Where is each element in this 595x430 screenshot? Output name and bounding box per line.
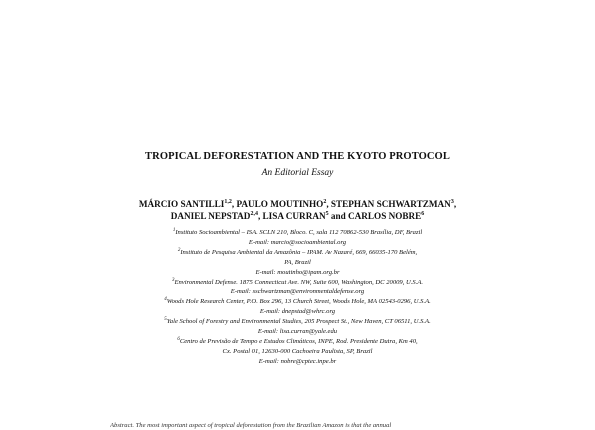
affiliation-text: Centro de Previsão de Tempo e Estudos Climáticos, INPE, Rod. Presidente Dutra, Km 40,	[179, 337, 418, 345]
affiliation-line	[110, 317, 485, 327]
affiliation-text: E-mail: marcio@socioambiental.org	[248, 238, 347, 246]
affiliation-marker: 2	[177, 247, 181, 253]
affiliation-marker: 1	[172, 228, 176, 233]
paper-subtitle: An Editorial Essay	[261, 168, 334, 178]
author-name: LISA CURRAN	[262, 211, 326, 221]
affiliation-line	[110, 258, 485, 268]
affiliation	[110, 337, 485, 367]
author-name: MÁRCIO SANTILLI	[138, 199, 225, 209]
affiliation-line	[110, 307, 485, 317]
affiliation-line	[110, 287, 485, 297]
affiliation-text: E-mail: nobre@cptec.inpe.br	[258, 357, 337, 365]
affiliation-text: Yale School of Forestry and Environmental Studies, 205 Prospect St., New Haven, CT 06511, U.S.A.	[166, 318, 431, 326]
author-list	[0, 198, 595, 222]
affiliation-text: Environmental Defense. 1875 Connecticut Ave. NW, Suite 600, Washington, DC 20009, U.S.A.	[174, 278, 424, 286]
affiliation-marker: 6	[177, 336, 180, 342]
affiliation	[110, 248, 485, 278]
affiliation-text: PA, Brazil	[284, 258, 311, 266]
affiliation-text: Cx. Postal 01, 12630-000 Cachoeira Paulista, SP, Brazil	[222, 347, 373, 355]
author-affiliation-marker: 5	[325, 211, 329, 217]
author-separator: ,	[453, 199, 457, 209]
affiliation	[110, 297, 485, 317]
affiliation-text: E-mail: dnepstad@whrc.org	[259, 308, 336, 316]
affiliation-line	[110, 248, 485, 258]
author-name: DANIEL NEPSTAD	[170, 211, 251, 221]
affiliation-list	[110, 228, 485, 367]
affiliation-line	[110, 327, 485, 337]
affiliation-line	[110, 228, 485, 238]
author-separator: ,	[257, 211, 263, 221]
author-affiliation-marker: 2	[323, 199, 327, 205]
affiliation-text: E-mail: lisa.curran@yale.edu	[257, 328, 338, 336]
affiliation-line	[110, 268, 485, 278]
affiliation-line	[110, 278, 485, 288]
paper-title: TROPICAL DEFORESTATION AND THE KYOTO PROTOCOL	[145, 151, 450, 162]
affiliation-text: Instituto de Pesquisa Ambiental da Amazônia – IPAM. Av Nazaré, 669, 66035-170 Belém,	[180, 248, 418, 256]
affiliation-text: Instituto Socioambiental – ISA. SCLN 210, Bloco. C, sala 112 70862-530 Brasília, DF, Brazil	[175, 229, 423, 236]
author-name: STEPHAN SCHWARTZMAN	[330, 199, 451, 209]
author-affiliation-marker: 2,4	[250, 211, 258, 217]
affiliation-text: Woods Hole Research Center, P.O. Box 296, 13 Church Street, Woods Hole, MA 02543-0296, U.S.A.	[166, 298, 431, 306]
author-separator: and	[328, 211, 349, 221]
affiliation-line	[110, 238, 485, 248]
author-affiliation-marker: 1,2	[224, 199, 232, 205]
author-line-2	[0, 210, 595, 222]
affiliation-marker: 4	[164, 297, 167, 303]
affiliation-line	[110, 347, 485, 357]
affiliation	[110, 317, 485, 337]
affiliation-line	[110, 357, 485, 367]
affiliation-line	[110, 337, 485, 347]
abstract-fragment: Abstract. The most important aspect of tropical deforestation from the Brazilian Amazon is that the annual	[110, 422, 392, 429]
author-line-1	[0, 198, 595, 210]
affiliation	[110, 228, 485, 248]
author-separator: ,	[231, 199, 237, 209]
affiliation-marker: 5	[164, 317, 167, 323]
author-name: CARLOS NOBRE	[348, 211, 422, 221]
affiliation	[110, 278, 485, 298]
author-name: PAULO MOUTINHO	[236, 199, 324, 209]
author-separator: ,	[326, 199, 331, 209]
author-affiliation-marker: 6	[421, 211, 425, 217]
affiliation-line	[110, 297, 485, 307]
affiliation-text: E-mail: moutinho@ipam.org.br	[255, 268, 340, 276]
affiliation-marker: 3	[171, 277, 175, 283]
affiliation-text: E-mail: sschwartzman@environmentaldefense.org	[230, 288, 365, 296]
author-affiliation-marker: 3	[450, 199, 454, 205]
